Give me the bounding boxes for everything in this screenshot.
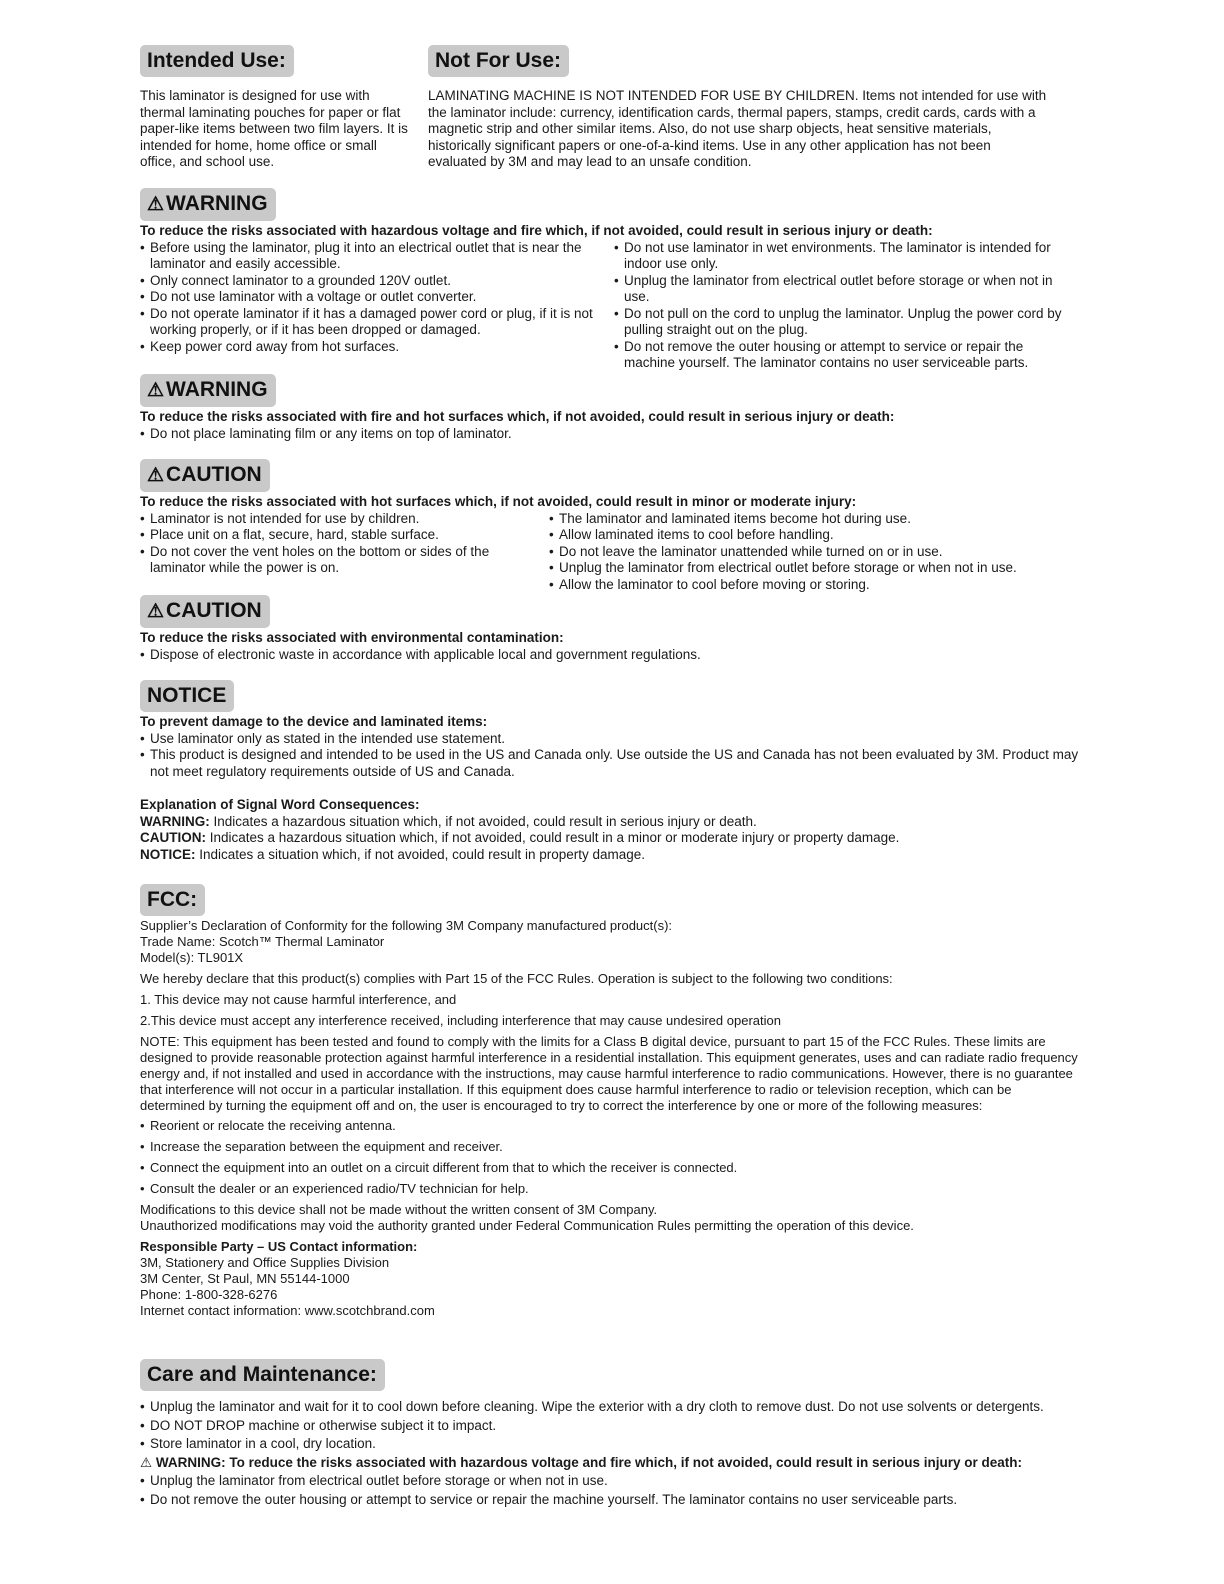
warning-list — [140, 426, 1080, 443]
list-item: • Unplug the laminator and wait for it to cool down before cleaning. Wipe the exterior with a dry cloth to remove dust. Do not use solvents or detergents. — [140, 1399, 1060, 1416]
list-item: • Consult the dealer or an experienced radio/TV technician for help. — [140, 1181, 1080, 1197]
notice-heading: NOTICE — [140, 680, 234, 712]
warning-heading: ⚠WARNING — [140, 374, 276, 407]
caution-list-right — [545, 511, 1079, 594]
list-item: • DO NOT DROP machine or otherwise subject it to impact. — [140, 1418, 1060, 1435]
list-item: • Store laminator in a cool, dry location. — [140, 1436, 1060, 1453]
responsible-party-line: Phone: 1-800-328-6276 — [140, 1287, 278, 1302]
caution-lead: To reduce the risks associated with hot surfaces which, if not avoided, could result in minor or moderate injury: — [140, 494, 857, 509]
caution-triangle-icon: ⚠ — [147, 601, 165, 622]
caution-heading: ⚠CAUTION — [140, 595, 270, 628]
fcc-model: Model(s): TL901X — [140, 950, 244, 965]
list-item: • Do not use laminator with a voltage or outlet converter. — [140, 289, 610, 306]
list-item: • Unplug the laminator from electrical outlet before storage or when not in use. — [549, 560, 1079, 577]
caution-section-2 — [140, 595, 1080, 663]
warning-lead: To reduce the risks associated with hazardous voltage and fire which, if not avoided, could result in serious injury or death: — [140, 223, 933, 238]
warning-triangle-icon: ⚠ — [147, 194, 165, 215]
list-item: • Place unit on a flat, secure, hard, stable surface. — [140, 527, 545, 544]
notice-list — [140, 731, 1080, 781]
warning-lead: To reduce the risks associated with fire and hot surfaces which, if not avoided, could result in serious injury or death: — [140, 409, 895, 424]
list-item: • Laminator is not intended for use by children. — [140, 511, 545, 528]
caution-section-1 — [140, 459, 1080, 593]
fcc-modifications-1: Modifications to this device shall not be made without the written consent of 3M Company. — [140, 1202, 658, 1217]
responsible-party-line: 3M, Stationery and Office Supplies Division — [140, 1255, 390, 1270]
signal-word-notice: NOTICE: Indicates a situation which, if not avoided, could result in property damage. — [140, 846, 646, 862]
list-item: • Dispose of electronic waste in accordance with applicable local and government regulations. — [140, 647, 1080, 664]
not-for-use — [428, 45, 1048, 171]
list-item: • Do not operate laminator if it has a damaged power cord or plug, if it is not working properly, or if it has been dropped or damaged. — [140, 306, 610, 339]
caution-list-left — [140, 511, 545, 594]
list-item: • Do not remove the outer housing or attempt to service or repair the machine yourself. The laminator contains no user serviceable parts. — [140, 1492, 1080, 1509]
not-for-use-heading: Not For Use: — [428, 45, 569, 77]
list-item: • This product is designed and intended to be used in the US and Canada only. Use outside the US and Canada has not been evaluated by 3M. Product may not meet regulatory requirements outside of US and Canada. — [140, 747, 1080, 780]
list-item: • Do not remove the outer housing or attempt to service or repair the machine yourself. The laminator contains no user serviceable parts. — [614, 339, 1074, 372]
list-item: • Keep power cord away from hot surfaces. — [140, 339, 610, 356]
list-item: • Use laminator only as stated in the intended use statement. — [140, 731, 1080, 748]
signal-word-warning: WARNING: Indicates a hazardous situation which, if not avoided, could result in serious injury or death. — [140, 813, 757, 829]
list-item: • Allow the laminator to cool before moving or storing. — [549, 577, 1079, 594]
fcc-compliance: We hereby declare that this product(s) complies with Part 15 of the FCC Rules. Operation is subject to the following two conditions: — [140, 971, 893, 986]
responsible-party-line: 3M Center, St Paul, MN 55144-1000 — [140, 1271, 350, 1286]
intended-use-body: This laminator is designed for use with thermal laminating pouches for paper or flat paper-like items between two film layers. It is intended for home, home office or small office, and school use. — [140, 88, 408, 169]
list-item: • Do not leave the laminator unattended while turned on or in use. — [549, 544, 1079, 561]
care-list — [140, 1399, 1060, 1453]
list-item: • Reorient or relocate the receiving antenna. — [140, 1118, 1080, 1134]
list-item: • Before using the laminator, plug it into an electrical outlet that is near the laminator and easily accessible. — [140, 240, 610, 273]
warning-section-2 — [140, 374, 1080, 442]
fcc-declaration: Supplier’s Declaration of Conformity for the following 3M Company manufactured product(s): — [140, 918, 673, 933]
fcc-condition-1: 1. This device may not cause harmful interference, and — [140, 992, 457, 1007]
signal-word-title: Explanation of Signal Word Consequences: — [140, 797, 420, 812]
caution-list — [140, 647, 1080, 664]
notice-section — [140, 680, 1080, 863]
caution-triangle-icon: ⚠ — [147, 465, 165, 486]
list-item: • Increase the separation between the equipment and receiver. — [140, 1139, 1080, 1155]
fcc-trade-name: Trade Name: Scotch™ Thermal Laminator — [140, 934, 385, 949]
fcc-heading: FCC: — [140, 884, 205, 916]
list-item: • Only connect laminator to a grounded 120V outlet. — [140, 273, 610, 290]
list-item: • Unplug the laminator from electrical outlet before storage or when not in use. — [614, 273, 1074, 306]
list-item: • The laminator and laminated items become hot during use. — [549, 511, 1079, 528]
caution-lead: To reduce the risks associated with environmental contamination: — [140, 630, 564, 645]
fcc-modifications-2: Unauthorized modifications may void the authority granted under Federal Communication Rules permitting the operation of this device. — [140, 1218, 914, 1233]
list-item: • Unplug the laminator from electrical outlet before storage or when not in use. — [140, 1473, 1080, 1490]
list-item: • Do not cover the vent holes on the bottom or sides of the laminator while the power is on. — [140, 544, 545, 577]
intended-use — [140, 45, 415, 171]
fcc-measures — [140, 1118, 1080, 1197]
warning-list-right — [610, 240, 1074, 372]
fcc-note: NOTE: This equipment has been tested and found to comply with the limits for a Class B digital device, pursuant to part 15 of the FCC Rules. These limits are designed to provide reasonable protection against harmful interference in a residential installation. This equipment generates, uses and can radiate radio frequency energy and, if not installed and used in accordance with the instructions, may cause harmful interference to radio communications. However, there is no guarantee that interference will not occur in a particular installation. If this equipment does cause harmful interference to radio or television reception, which can be determined by turning the equipment off and on, the user is encouraged to try to correct the interference by one or more of the following measures: — [140, 1034, 1078, 1113]
care-heading: Care and Maintenance: — [140, 1359, 385, 1391]
care-warning: ⚠ WARNING: To reduce the risks associated with hazardous voltage and fire which, if not avoided, could result in serious injury or death: — [140, 1454, 1023, 1470]
warning-heading: ⚠WARNING — [140, 188, 276, 221]
not-for-use-body: LAMINATING MACHINE IS NOT INTENDED FOR USE BY CHILDREN. Items not intended for use with the laminator include: currency, identification cards, thermal papers, stamps, credit cards, cards with a magnetic strip and other similar items. Also, do not use sharp objects, heat sensitive materials, historically significant papers or one-of-a-kind items. Use in any other application has not been evaluated by 3M and may lead to an unsafe condition. — [428, 88, 1047, 169]
warning-triangle-icon: ⚠ — [147, 380, 165, 401]
responsible-party-title: Responsible Party – US Contact information: — [140, 1239, 418, 1254]
fcc-condition-2: 2.This device must accept any interference received, including interference that may cause undesired operation — [140, 1013, 781, 1028]
fcc-section — [140, 884, 1080, 1319]
signal-word-caution: CAUTION: Indicates a hazardous situation which, if not avoided, could result in a minor or moderate injury or property damage. — [140, 830, 900, 845]
list-item: • Connect the equipment into an outlet on a circuit different from that to which the receiver is connected. — [140, 1160, 1080, 1176]
intended-use-heading: Intended Use: — [140, 45, 294, 77]
list-item: • Allow laminated items to cool before handling. — [549, 527, 1079, 544]
responsible-party-line: Internet contact information: www.scotchbrand.com — [140, 1303, 435, 1318]
warning-list-left — [140, 240, 610, 372]
caution-heading: ⚠CAUTION — [140, 459, 270, 492]
warning-section-1 — [140, 188, 1080, 372]
list-item: • Do not use laminator in wet environments. The laminator is intended for indoor use only. — [614, 240, 1074, 273]
care-section — [140, 1359, 1080, 1508]
list-item: • Do not pull on the cord to unplug the laminator. Unplug the power cord by pulling straight out on the plug. — [614, 306, 1074, 339]
notice-lead: To prevent damage to the device and laminated items: — [140, 714, 488, 729]
warning-triangle-icon: ⚠ — [140, 1454, 153, 1470]
list-item: • Do not place laminating film or any items on top of laminator. — [140, 426, 1080, 443]
care-warning-list — [140, 1473, 1080, 1508]
